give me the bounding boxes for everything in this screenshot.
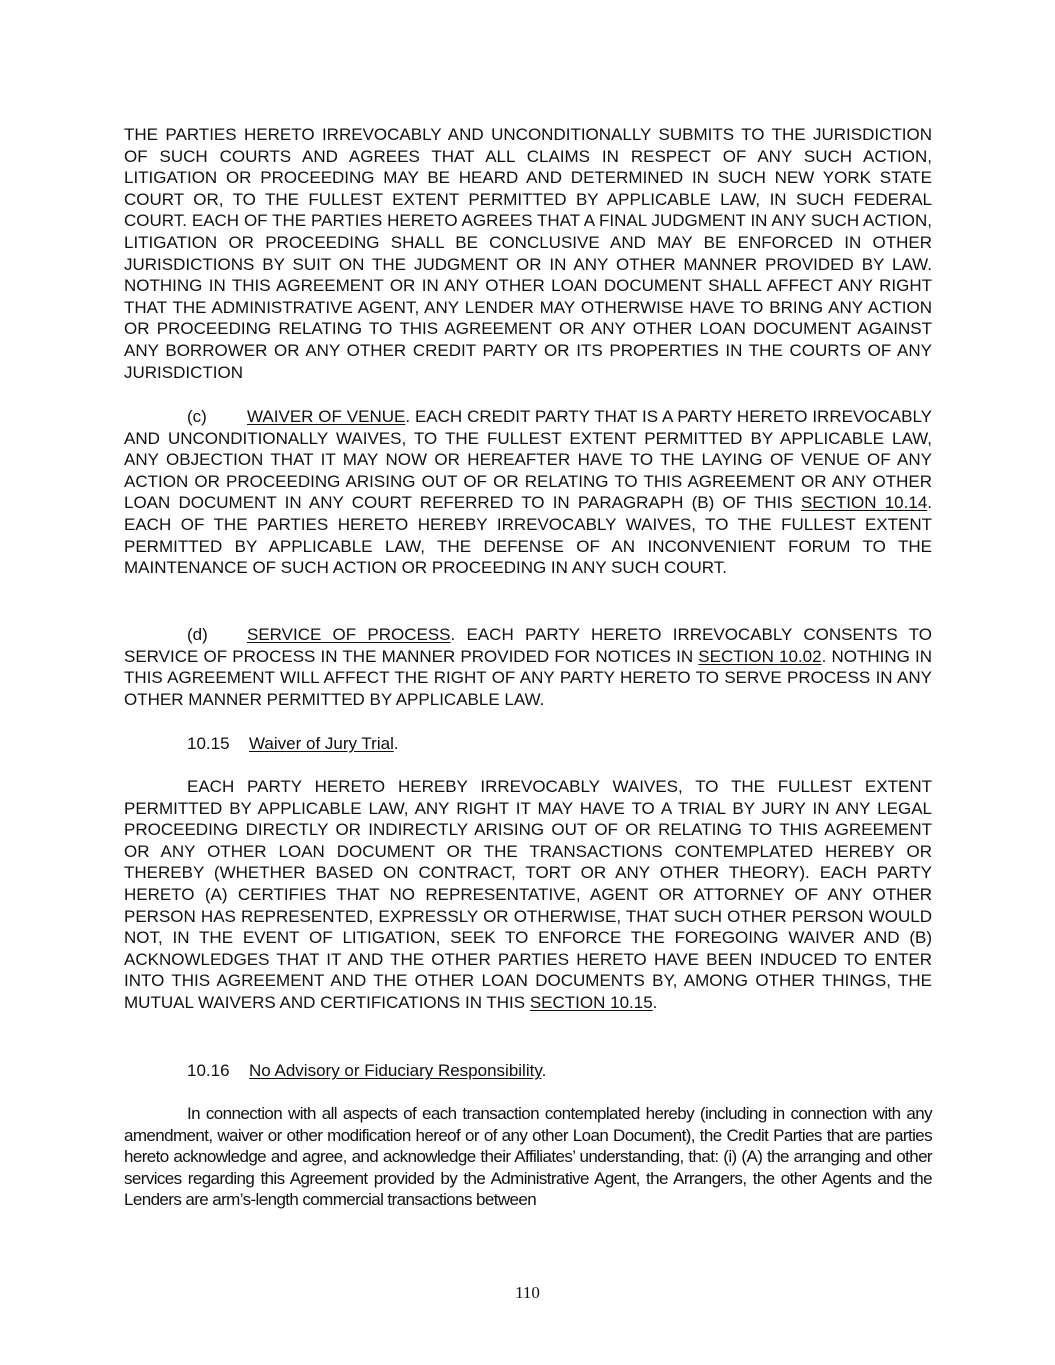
paragraph-text: . EACH OF THE PARTIES HERETO HEREBY IRREVOCABLY WAIVES, TO THE FULLEST EXTENT PERMITTED BY APPLICABLE LAW, THE DEFENSE OF AN INCONVENIENT FORUM TO THE MAINTENANCE OF SUCH ACTION OR PROCEEDING IN ANY SUCH COURT. bbox=[124, 493, 933, 578]
paragraph-title: WAIVER OF VENUE bbox=[247, 407, 406, 426]
paragraph-service-of-process bbox=[124, 624, 932, 710]
section-heading-10-16 bbox=[187, 1060, 546, 1082]
paragraph-number: (d) bbox=[187, 625, 208, 644]
section-reference: SECTION 10.02 bbox=[698, 646, 822, 666]
section-heading-10-15 bbox=[187, 733, 399, 755]
paragraph-text: . EACH CREDIT PARTY THAT IS A PARTY HERETO IRREVOCABLY AND UNCONDITIONALLY WAIVES, TO THE FULLEST EXTENT PERMITTED BY APPLICABLE LAW, ANY OBJECTION THAT IT MAY NOW OR HEREAFTER HAVE TO THE LAYING OF VENUE OF ANY ACTION OR PROCEEDING ARISING OUT OF OR RELATING TO THIS AGREEMENT OR ANY OTHER LOAN DOCUMENT IN ANY COURT REFERRED TO IN PARAGRAPH (B) OF THIS bbox=[124, 407, 932, 513]
section-reference: SECTION 10.14 bbox=[800, 493, 928, 513]
paragraph-jury-trial-waiver bbox=[124, 776, 932, 1014]
paragraph-waiver-of-venue bbox=[124, 406, 932, 579]
section-reference: SECTION 10.15 bbox=[529, 992, 653, 1012]
paragraph-text: . NOTHING IN THIS AGREEMENT WILL AFFECT THE RIGHT OF ANY PARTY HERETO TO SERVE PROCESS IN ANY OTHER MANNER PERMITTED BY APPLICABLE LAW. bbox=[124, 646, 932, 709]
section-number: 10.16 bbox=[187, 1061, 230, 1080]
section-title-end: . bbox=[393, 734, 399, 753]
section-title: No Advisory or Fiduciary Responsibility bbox=[249, 1061, 542, 1080]
paragraph-text: . bbox=[652, 992, 658, 1012]
section-title-end: . bbox=[541, 1061, 547, 1080]
paragraph-title: SERVICE OF PROCESS bbox=[247, 625, 451, 644]
paragraph-advisory-responsibility: In connection with all aspects of each transaction contemplated hereby (including in connection with any amendment, waiver or other modification hereof or of any other Loan Document), the Credit Parties that are parties hereto acknowledge and agree, and acknowledge their Affiliates’ understanding, that: (i) (A) the arranging and other services regarding this Agreement provided by the Administrative Agent, the Arrangers, the other Agents and the Lenders are arm’s-length commercial transactions between bbox=[124, 1104, 932, 1210]
paragraph-number: (c) bbox=[187, 407, 207, 426]
paragraph-text: EACH PARTY HERETO HEREBY IRREVOCABLY WAIVES, TO THE FULLEST EXTENT PERMITTED BY APPLICABLE LAW, ANY RIGHT IT MAY HAVE TO A TRIAL BY JURY IN ANY LEGAL PROCEEDING DIRECTLY OR INDIRECTLY ARISING OUT OF OR RELATING TO THIS AGREEMENT OR ANY OTHER LOAN DOCUMENT OR THE TRANSACTIONS CONTEMPLATED HEREBY OR THEREBY (WHETHER BASED ON CONTRACT, TORT OR ANY OTHER THEORY). EACH PARTY HERETO (A) CERTIFIES THAT NO REPRESENTATIVE, AGENT OR ATTORNEY OF ANY OTHER PERSON HAS REPRESENTED, EXPRESSLY OR OTHERWISE, THAT SUCH OTHER PERSON WOULD NOT, IN THE EVENT OF LITIGATION, SEEK TO ENFORCE THE FOREGOING WAIVER AND (B) ACKNOWLEDGES THAT IT AND THE OTHER PARTIES HERETO HAVE BEEN INDUCED TO ENTER INTO THIS AGREEMENT AND THE OTHER LOAN DOCUMENTS BY, AMONG OTHER THINGS, THE MUTUAL WAIVERS AND CERTIFICATIONS IN THIS bbox=[124, 777, 932, 1012]
paragraph-jurisdiction: THE PARTIES HERETO IRREVOCABLY AND UNCONDITIONALLY SUBMITS TO THE JURISDICTION OF SUCH COURTS AND AGREES THAT ALL CLAIMS IN RESPECT OF ANY SUCH ACTION, LITIGATION OR PROCEEDING MAY BE HEARD AND DETERMINED IN SUCH NEW YORK STATE COURT OR, TO THE FULLEST EXTENT PERMITTED BY APPLICABLE LAW, IN SUCH FEDERAL COURT. EACH OF THE PARTIES HERETO AGREES THAT A FINAL JUDGMENT IN ANY SUCH ACTION, LITIGATION OR PROCEEDING SHALL BE CONCLUSIVE AND MAY BE ENFORCED IN OTHER JURISDICTIONS BY SUIT ON THE JUDGMENT OR IN ANY OTHER MANNER PROVIDED BY LAW. NOTHING IN THIS AGREEMENT OR IN ANY OTHER LOAN DOCUMENT SHALL AFFECT ANY RIGHT THAT THE ADMINISTRATIVE AGENT, ANY LENDER MAY OTHERWISE HAVE TO BRING ANY ACTION OR PROCEEDING RELATING TO THIS AGREEMENT OR ANY OTHER LOAN DOCUMENT AGAINST ANY BORROWER OR ANY OTHER CREDIT PARTY OR ITS PROPERTIES IN THE COURTS OF ANY JURISDICTION bbox=[124, 125, 932, 382]
section-title: Waiver of Jury Trial bbox=[249, 734, 394, 753]
paragraph-text: . EACH PARTY HERETO IRREVOCABLY CONSENTS TO SERVICE OF PROCESS IN THE MANNER PROVIDED FOR NOTICES IN bbox=[124, 625, 932, 666]
section-number: 10.15 bbox=[187, 734, 230, 753]
page-number: 110 bbox=[515, 1283, 540, 1302]
